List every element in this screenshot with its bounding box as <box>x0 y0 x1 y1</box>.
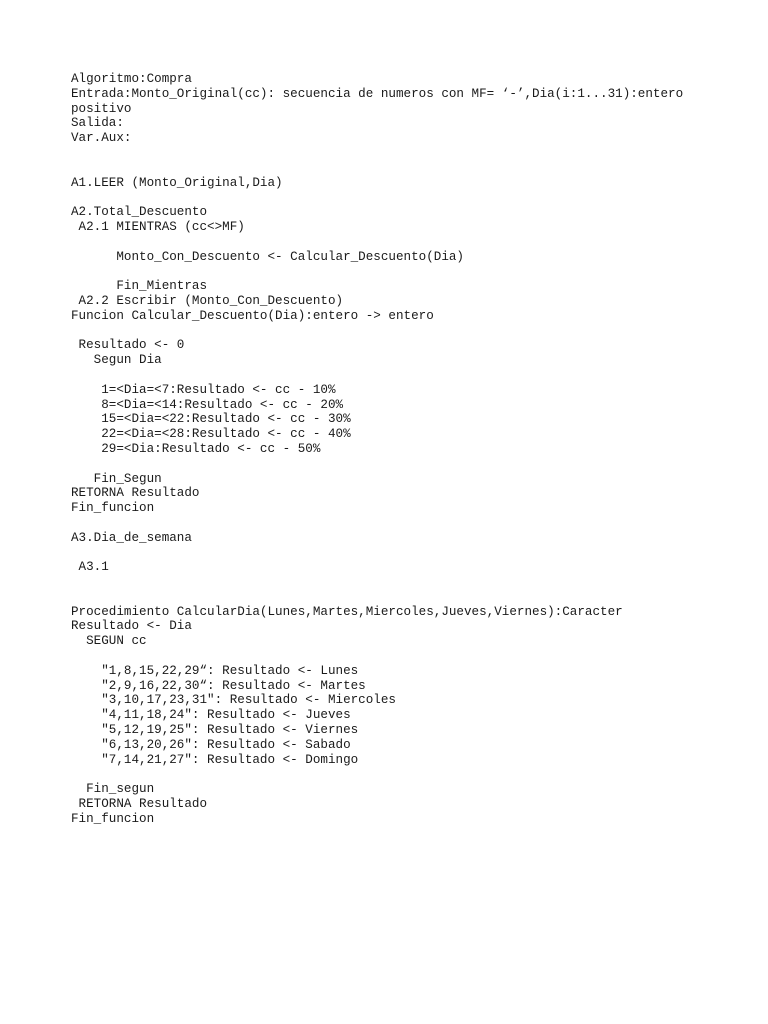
text-line: SEGUN cc <box>71 634 147 649</box>
text-line: A3.1 <box>71 560 109 575</box>
text-line: positivo <box>71 101 132 116</box>
text-line <box>71 516 751 531</box>
text-line <box>71 235 751 250</box>
text-line: "1,8,15,22,29“: Resultado <- Lunes <box>71 663 359 678</box>
text-line: A2.Total_Descuento <box>71 205 208 220</box>
text-line <box>71 368 751 383</box>
text-line: Procedimiento CalcularDia(Lunes,Martes,Miercoles,Jueves,Viernes):Caracter <box>71 604 623 619</box>
text-line <box>71 649 751 664</box>
text-line: 15=<Dia=<22:Resultado <- cc - 30% <box>71 412 351 427</box>
text-line: Salida: <box>71 116 124 131</box>
text-line: A2.2 Escribir (Monto_Con_Descuento) <box>71 293 344 308</box>
text-line: Var.Aux: <box>71 131 132 146</box>
text-line: Fin_funcion <box>71 811 155 826</box>
text-line <box>71 190 751 205</box>
text-line: "2,9,16,22,30“: Resultado <- Martes <box>71 678 366 693</box>
text-line <box>71 767 751 782</box>
text-line: "3,10,17,23,31": Resultado <- Miercoles <box>71 693 396 708</box>
text-line: A2.1 MIENTRAS (cc<>MF) <box>71 219 245 234</box>
text-line: Monto_Con_Descuento <- Calcular_Descuento(Dia) <box>71 249 464 264</box>
text-line: 8=<Dia=<14:Resultado <- cc - 20% <box>71 397 344 412</box>
text-line: Funcion Calcular_Descuento(Dia):entero -> entero <box>71 308 434 323</box>
text-line <box>71 161 751 176</box>
text-line: A3.Dia_de_semana <box>71 530 192 545</box>
text-line: Resultado <- Dia <box>71 619 192 634</box>
text-line: Segun Dia <box>71 353 162 368</box>
text-line: 22=<Dia=<28:Resultado <- cc - 40% <box>71 427 351 442</box>
pseudocode-text <box>71 72 751 827</box>
text-line: Entrada:Monto_Original(cc): secuencia de numeros con MF= ‘-’,Dia(i:1...31):entero <box>71 86 684 101</box>
text-line: Algoritmo:Compra <box>71 72 192 86</box>
text-line: "6,13,20,26": Resultado <- Sabado <box>71 737 351 752</box>
text-line: 1=<Dia=<7:Resultado <- cc - 10% <box>71 382 336 397</box>
text-line <box>71 324 751 339</box>
text-line: Fin_segun <box>71 782 155 797</box>
text-line: RETORNA Resultado <box>71 486 200 501</box>
text-line: 29=<Dia:Resultado <- cc - 50% <box>71 441 321 456</box>
text-line: Fin_Segun <box>71 471 162 486</box>
text-line <box>71 575 751 590</box>
text-line <box>71 546 751 561</box>
text-line: Fin_funcion <box>71 501 155 516</box>
text-line: Resultado <- 0 <box>71 338 185 353</box>
text-line: Fin_Mientras <box>71 279 208 294</box>
text-line: RETORNA Resultado <box>71 797 208 812</box>
text-line: A1.LEER (Monto_Original,Dia) <box>71 175 283 190</box>
text-line <box>71 457 751 472</box>
text-line: "5,12,19,25": Resultado <- Viernes <box>71 723 359 738</box>
text-line <box>71 590 751 605</box>
text-line: "4,11,18,24": Resultado <- Jueves <box>71 708 351 723</box>
text-line <box>71 264 751 279</box>
text-line: "7,14,21,27": Resultado <- Domingo <box>71 752 359 767</box>
text-line <box>71 146 751 161</box>
